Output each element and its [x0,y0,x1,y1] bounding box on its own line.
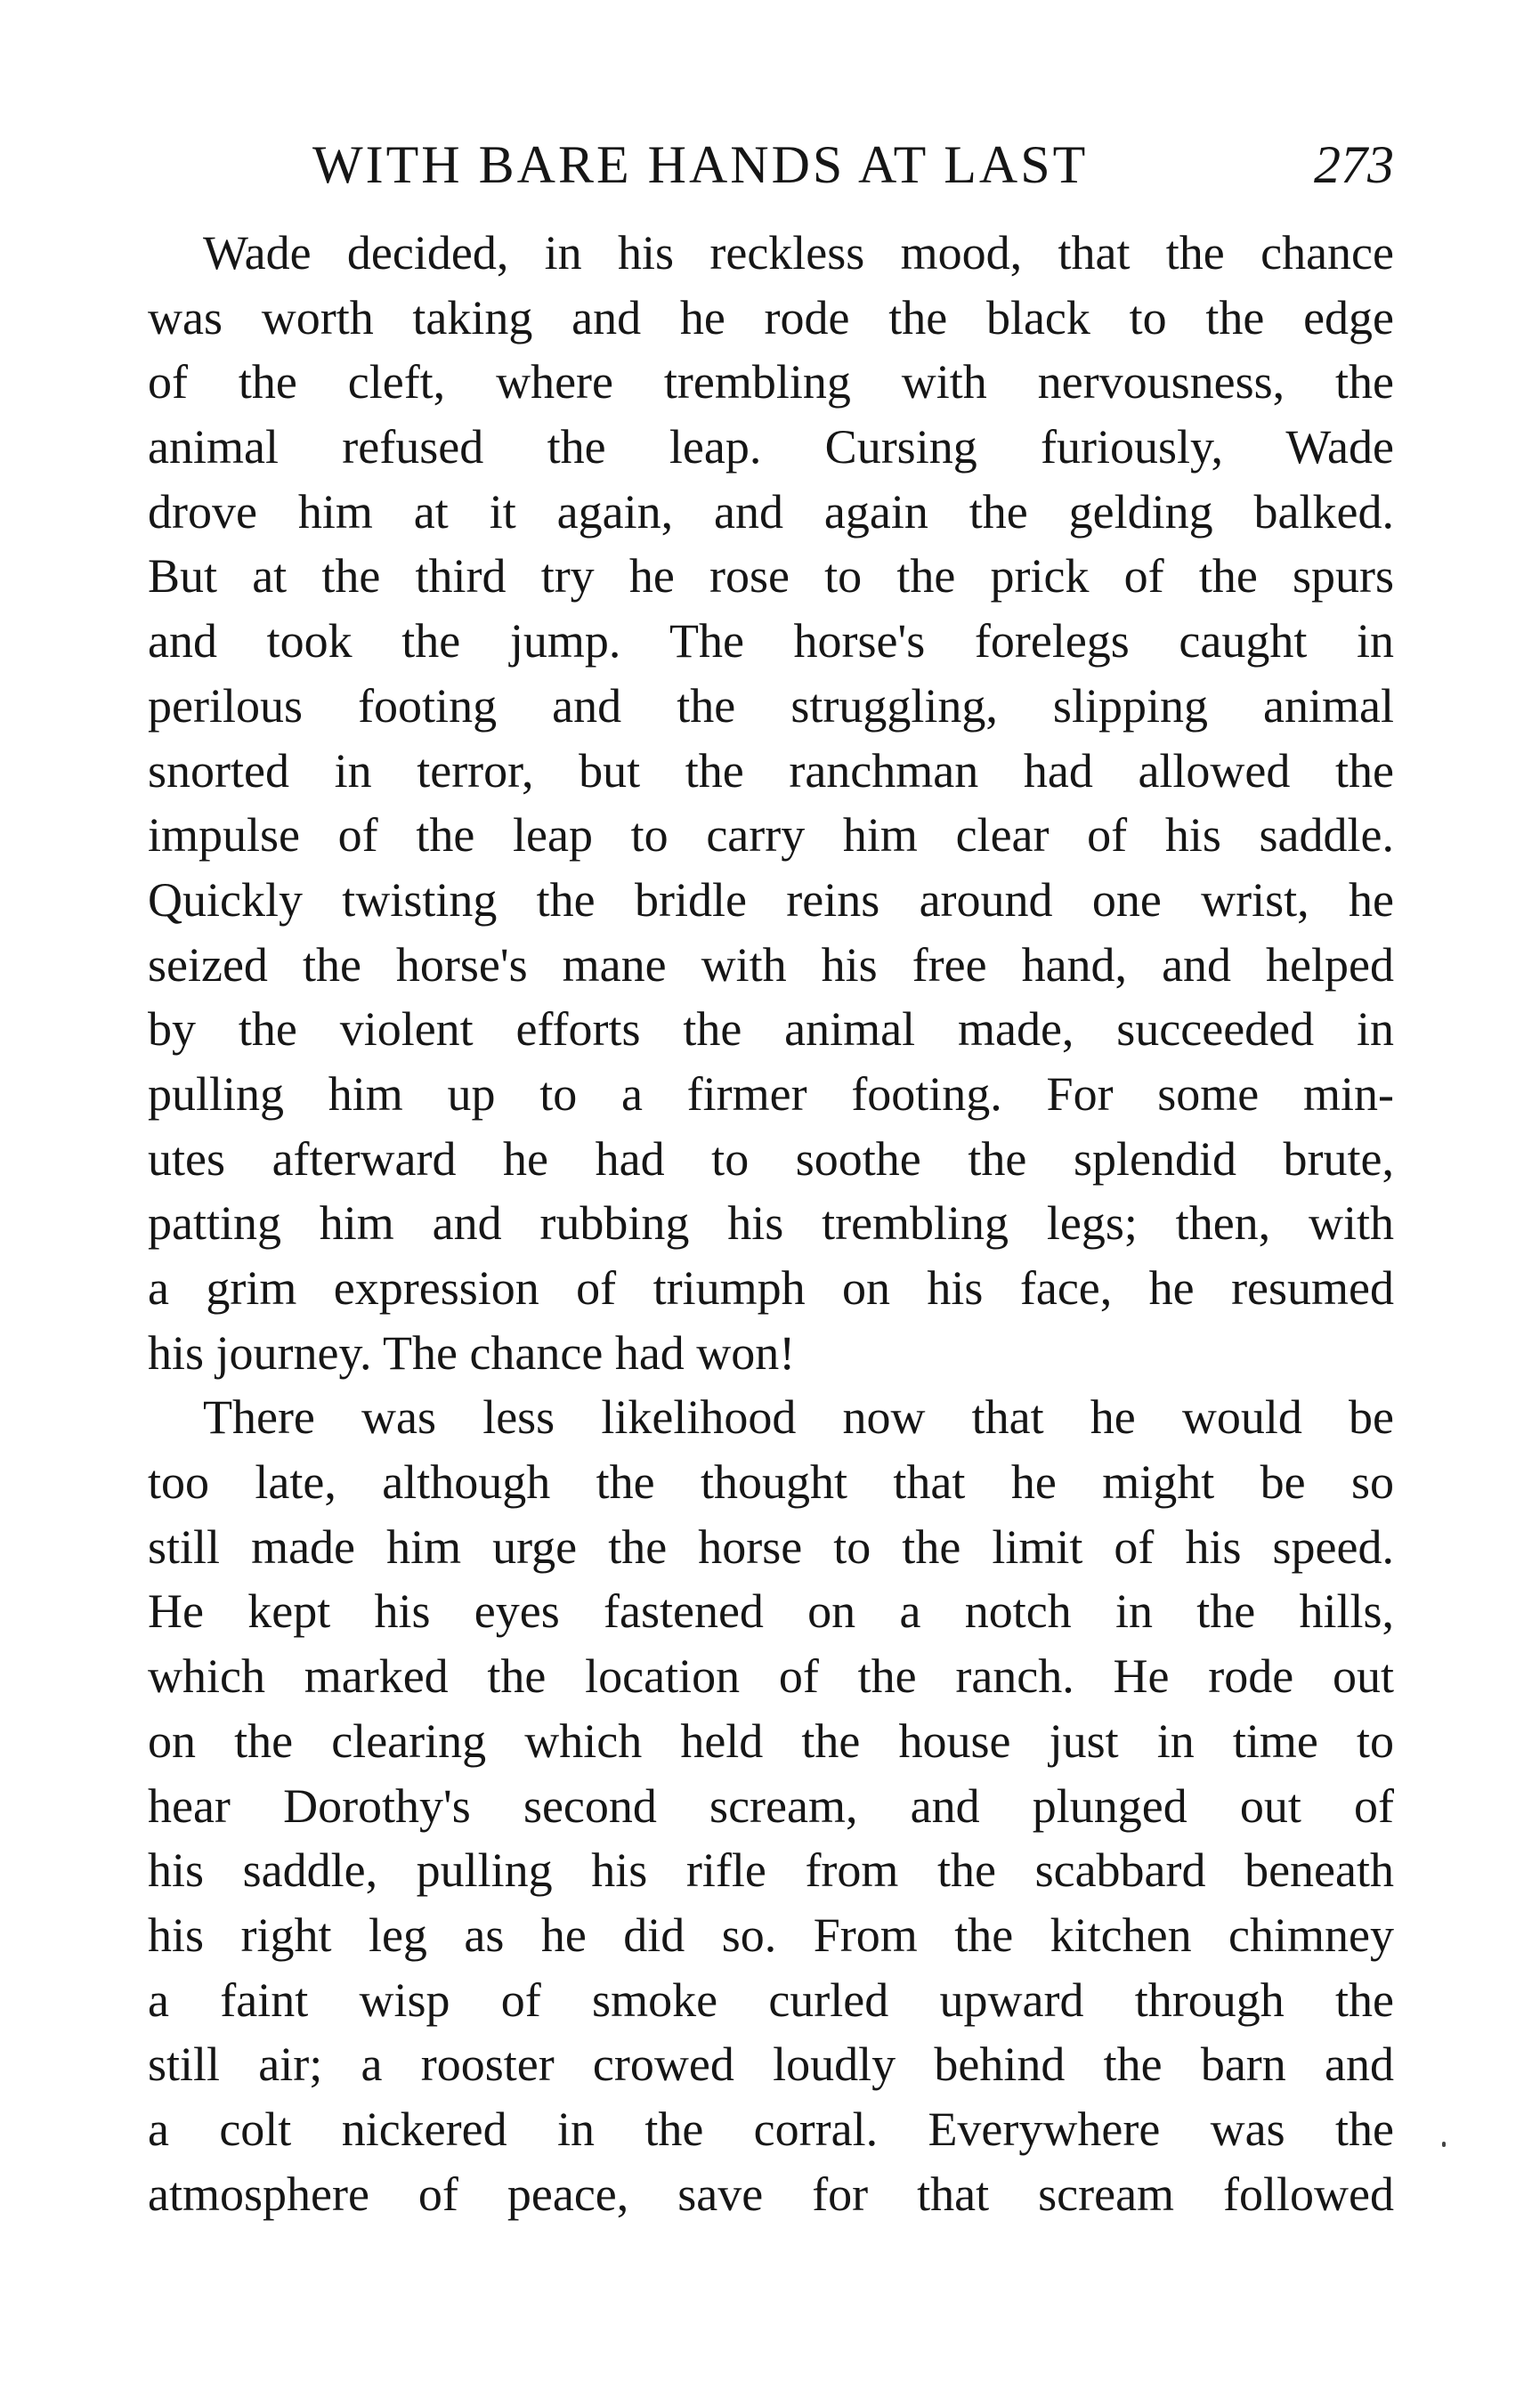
text-line: He kept his eyes fastened on a notch in the hills, [148,1584,1394,1639]
print-speck [1442,2142,1446,2147]
paragraph-1 [148,221,1394,1385]
text-line: too late, although the thought that he might be so [148,1455,1394,1510]
text-line: a grim expression of triumph on his face, he resumed [148,1261,1394,1315]
running-head [148,125,1394,205]
text-line: But at the third try he rose to the prick of the spurs [148,549,1394,604]
text-line: a colt nickered in the corral. Everywhere was the [148,2102,1394,2156]
text-line: his right leg as he did so. From the kitchen chimney [148,1908,1394,1962]
chapter-title: WITH BARE HANDS AT LAST [312,135,1089,194]
text-line: still air; a rooster crowed loudly behind the barn and [148,2037,1394,2092]
text-line: by the violent efforts the animal made, succeeded in [148,1002,1394,1057]
text-line: animal refused the leap. Cursing furiously, Wade [148,420,1394,474]
text-line: perilous footing and the struggling, slipping animal [148,678,1394,733]
text-line: impulse of the leap to carry him clear of his saddle. [148,808,1394,863]
text-line: and took the jump. The horse's forelegs caught in [148,614,1394,668]
text-line: seized the horse's mane with his free hand, and helped [148,937,1394,992]
text-line: his journey. The chance had won! [148,1325,796,1380]
text-line: atmosphere of peace, save for that scream followed [148,2167,1394,2221]
text-line: was worth taking and he rode the black to the edge [148,290,1394,344]
text-line: which marked the location of the ranch. He rode out [148,1649,1394,1704]
paragraph-2 [148,1385,1394,2226]
text-line: his saddle, pulling his rifle from the scabbard beneath [148,1843,1394,1898]
page-number: 273 [1314,135,1394,194]
text-line: hear Dorothy's second scream, and plunged out of [148,1778,1394,1833]
text-line: There was less likelihood now that he would be [203,1390,1394,1445]
text-line: of the cleft, where trembling with nervousness, the [148,355,1394,409]
text-line: snorted in terror, but the ranchman had allowed the [148,743,1394,798]
text-line: patting him and rubbing his trembling legs; then, with [148,1196,1394,1251]
text-line: still made him urge the horse to the limit of his speed. [148,1519,1394,1574]
text-line: drove him at it again, and again the gelding balked. [148,484,1394,539]
paragraph-text [148,1385,1394,2226]
text-line: on the clearing which held the house just in time to [148,1713,1394,1768]
text-line: Quickly twisting the bridle reins around one wrist, he [148,872,1394,927]
text-line: Wade decided, in his reckless mood, that the chance [203,226,1394,279]
paragraph-text [148,221,1394,1385]
text-line: utes afterward he had to soothe the splendid brute, [148,1131,1394,1186]
text-line: a faint wisp of smoke curled upward through the [148,1973,1394,2027]
body-text [148,221,1394,2226]
text-line: pulling him up to a firmer footing. For some min- [148,1066,1394,1121]
